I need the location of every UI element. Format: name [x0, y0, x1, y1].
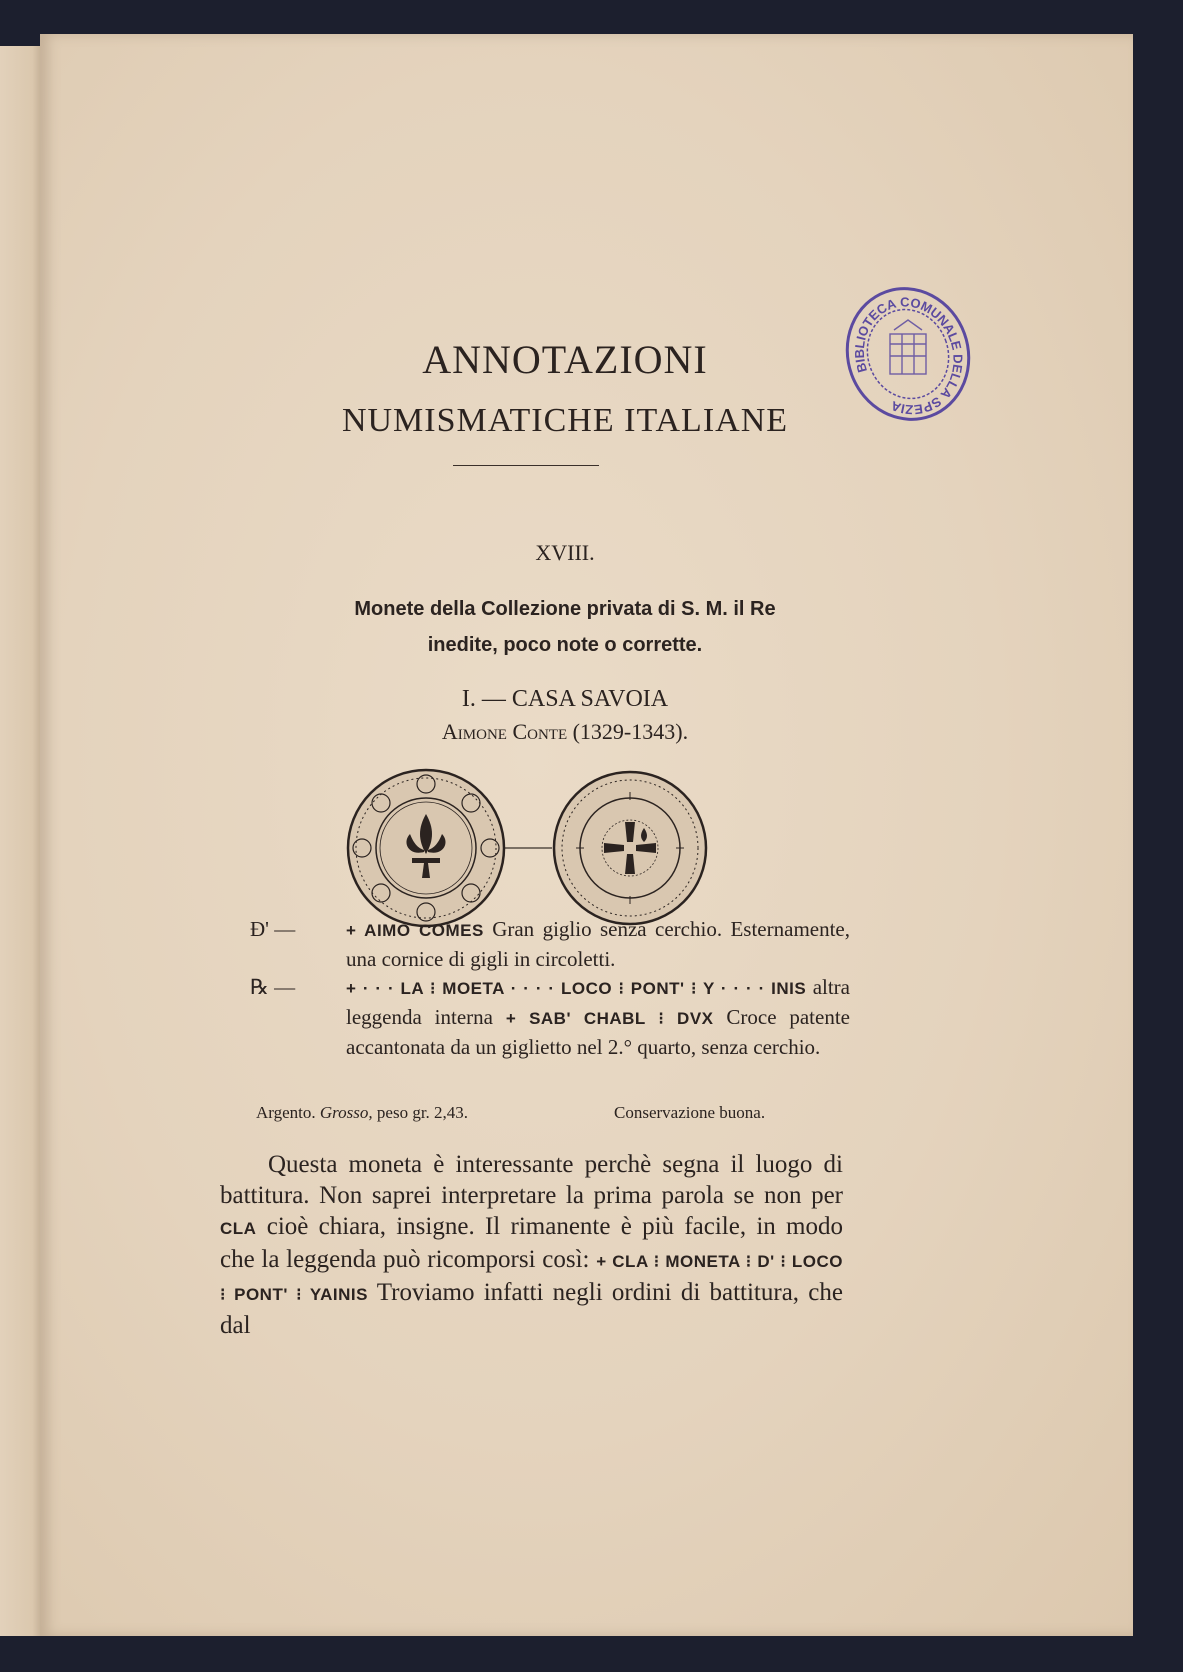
library-stamp-seal [844, 286, 972, 424]
paragraph-text-3: Troviamo infatti negli ordini di battitura, che dal [220, 1279, 843, 1339]
section-subtitle [40, 591, 1090, 663]
subtitle-line-2: inedite, poco note o corrette. [427, 634, 703, 656]
paragraph-text-2: cioè chiara, insigne. Il rimanente è più facile, in modo che la leggenda può ricomporsi così: [220, 1213, 844, 1273]
house-heading: I. — CASA SAVOIA [461, 686, 669, 712]
obverse-symbol: Ɖ' — [250, 917, 296, 941]
body-paragraph [220, 1149, 843, 1341]
reverse-description: Croce patente accantonata da un giglietto nel 2.° quarto, senza cerchio. [346, 1005, 850, 1059]
obverse-coin [348, 770, 504, 926]
library-stamp [844, 286, 972, 424]
obverse-entry [250, 915, 850, 973]
subtitle-line-1: Monete della Collezione privata di S. M. il Re [354, 598, 776, 620]
paragraph-legend-cla: CLA [220, 1219, 257, 1238]
title-line-2: NUMISMATICHE ITALIANE [341, 402, 789, 439]
reverse-legend-outer: + · · · LA ⁝ MOETA · · · · LOCO ⁝ PONT' ⁝ Y · · · · INIS [346, 979, 807, 998]
title-rule [453, 465, 599, 466]
coin-weight: peso gr. 2,43. [376, 1103, 469, 1122]
section-number: XVIII. [535, 540, 595, 565]
coin-metadata [256, 1103, 856, 1123]
reverse-entry [250, 973, 850, 1061]
svg-text:BIBLIOTECA COMUNALE DELLA SPEZ: BIBLIOTECA COMUNALE DELLA SPEZIA [851, 294, 966, 418]
reverse-symbol: ℞ — [250, 975, 296, 999]
paragraph-text-1: Questa moneta è interessante perchè segna il luogo di battitura. Non saprei interpretare la prima parola se non per [220, 1151, 843, 1209]
paragraph-legend-full: + CLA ⁝ MONETA ⁝ D' ⁝ LOCO ⁝ PONT' ⁝ YAINIS [220, 1252, 844, 1304]
coin-metal: Argento. [256, 1103, 316, 1122]
reverse-legend-inner: + SAB' CHABL ⁝ DVX [505, 1009, 714, 1028]
obverse-legend: + AIMO COMES [346, 921, 484, 940]
reverse-text-1: altra leggenda interna [346, 975, 850, 1029]
obverse-description: Gran giglio senza cerchio. Esternamente, una cornice di gigli in circoletti. [346, 917, 850, 971]
reverse-coin [554, 772, 706, 924]
coin-pair-figure [344, 762, 744, 932]
ruler-heading: Aimone Conte (1329-1343). [441, 719, 689, 744]
coin-illustration [344, 762, 744, 932]
coin-condition: Conservazione buona. [614, 1103, 766, 1122]
coin-denomination: Grosso, [319, 1103, 373, 1122]
title-line-1: ANNOTAZIONI [422, 337, 708, 382]
book-page [40, 34, 1133, 1636]
